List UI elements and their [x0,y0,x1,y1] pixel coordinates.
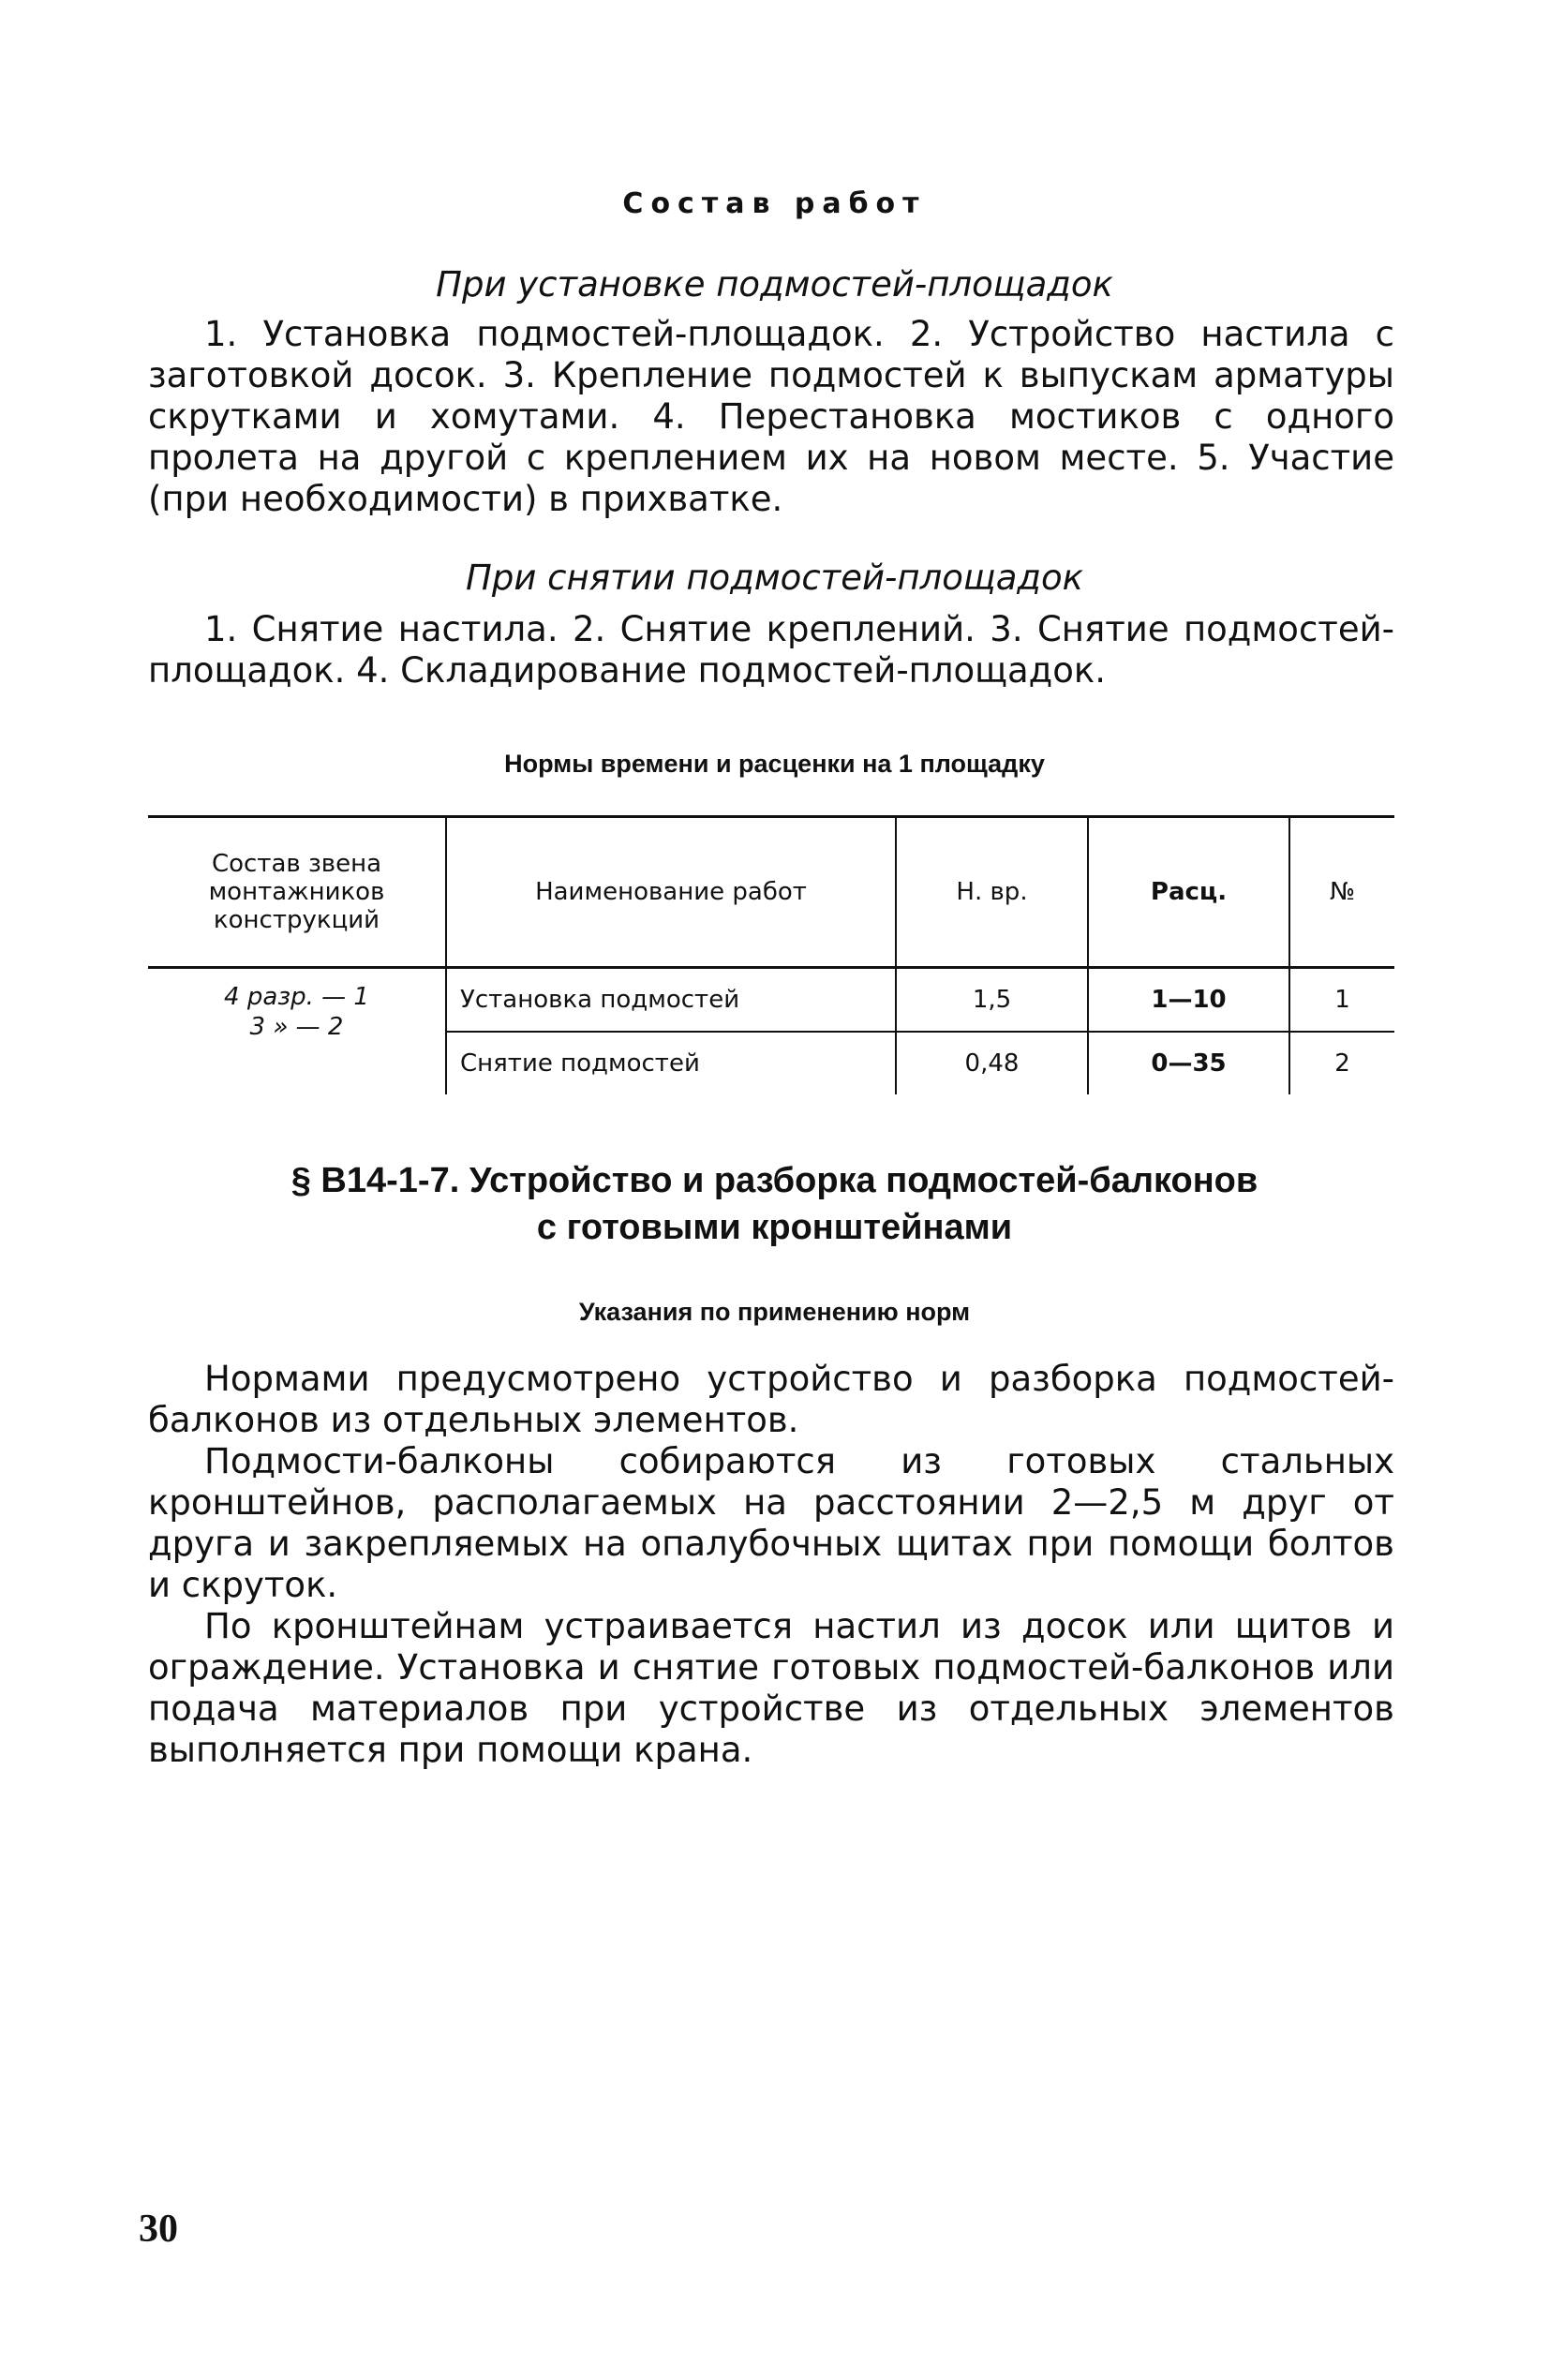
installation-steps [148,314,1394,520]
price-cell: 1—10 [1088,968,1289,1033]
section-title-line-1: § В14-1-7. Устройство и разборка подмостей-балконов [290,1161,1259,1200]
notes-heading: Указания по применению норм [578,1298,971,1326]
table-header-row [148,817,1394,968]
work-composition-heading: Состав работ [622,187,927,220]
installation-steps-text: 1. Установка подмостей-площадок. 2. Устройство настила с заготовкой досок. 3. Крепление подмостей к выпускам арматуры скрутками и хомутами. 4. Перестановка мостиков с одного пролета на другой с креплением их на новом месте. 5. Участие (при необходимости) в прихватке. [148,314,1394,519]
section-title-line-2: с готовыми кронштейнами [536,1208,1013,1247]
notes-body [148,1359,1394,1771]
price-cell: 0—35 [1088,1032,1289,1094]
table-row [148,968,1394,1033]
notes-paragraph: Нормами предусмотрено устройство и разборка подмостей-балконов из отдельных элементов. [148,1359,1394,1440]
work-cell: Снятие подмостей [446,1032,896,1094]
installation-subheading: При установке подмостей-площадок [436,264,1113,305]
time-cell: 0,48 [896,1032,1088,1094]
removal-steps [148,609,1394,692]
header-number: № [1289,817,1394,968]
notes-paragraph: По кронштейнам устраивается настил из досок или щитов и ограждение. Установка и снятие готовых подмостей-балконов или подача материалов при устройстве из отдельных элементов выполняется при помощи крана. [148,1606,1394,1770]
notes-paragraph: Подмости-балконы собираются из готовых стальных кронштейнов, располагаемых на расстоянии 2—2,5 м друг от друга и закрепляемых на опалубочных щитах при помощи болтов и скруток. [148,1441,1394,1605]
section-title [0,1157,1549,1251]
norms-table [148,815,1394,1094]
crew-cell [148,968,446,1095]
crew-line-2: 3 » — 2 [249,1013,344,1041]
header-work: Наименование работ [446,817,896,968]
removal-steps-text: 1. Снятие настила. 2. Снятие креплений. 3. Снятие подмостей-площадок. 4. Складирование подмостей-площадок. [148,609,1394,691]
number-cell: 2 [1289,1032,1394,1094]
header-time: Н. вр. [896,817,1088,968]
removal-subheading: При снятии подмостей-площадок [466,558,1083,598]
header-crew: Состав звена монтажников конструкций [148,817,446,968]
page-number: 30 [139,2208,178,2251]
norms-table-caption: Нормы времени и расценки на 1 площадку [504,750,1045,778]
time-cell: 1,5 [896,968,1088,1033]
number-cell: 1 [1289,968,1394,1033]
crew-line-1: 4 разр. — 1 [224,983,369,1011]
header-price: Расц. [1088,817,1289,968]
work-cell: Установка подмостей [446,968,896,1033]
